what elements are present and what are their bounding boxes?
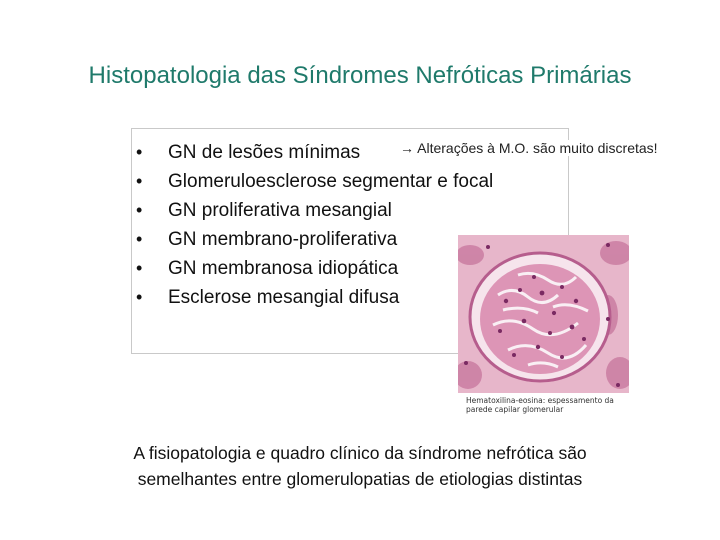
- bullet-icon: •: [136, 142, 143, 162]
- list-item: [136, 225, 493, 254]
- list-item: [136, 254, 493, 283]
- bullet-icon: •: [136, 200, 143, 220]
- list-item: [136, 167, 493, 196]
- bullet-icon: •: [136, 258, 143, 278]
- list-item-label: Esclerose mesangial difusa: [168, 287, 400, 308]
- bullet-icon: •: [136, 287, 143, 307]
- histology-image: [458, 235, 629, 393]
- image-caption: Hematoxilina-eosina: espessamento da parede capilar glomerular: [466, 396, 614, 414]
- list-item-label: GN proliferativa mesangial: [168, 200, 392, 221]
- bullet-list: [136, 138, 493, 312]
- bullet-icon: •: [136, 171, 143, 191]
- list-item-label: GN membrano-proliferativa: [168, 229, 398, 250]
- conclusion-text: [0, 440, 720, 492]
- glomerulus-micrograph-icon: [458, 235, 629, 393]
- conclusion-line: A fisiopatologia e quadro clínico da síndrome nefrótica são: [133, 443, 587, 463]
- slide-title: Histopatologia das Síndromes Nefróticas Primárias: [88, 62, 632, 89]
- annotation-note: → Alterações à M.O. são muito discretas!: [400, 140, 658, 156]
- conclusion-line: semelhantes entre glomerulopatias de etiologias distintas: [137, 469, 583, 489]
- list-item-label: Glomeruloesclerose segmentar e focal: [168, 171, 494, 192]
- list-item: [136, 196, 493, 225]
- bullet-icon: •: [136, 229, 143, 249]
- list-item-label: GN de lesões mínimas: [168, 142, 361, 163]
- list-item-label: GN membranosa idiopática: [168, 258, 399, 279]
- list-item: [136, 283, 493, 312]
